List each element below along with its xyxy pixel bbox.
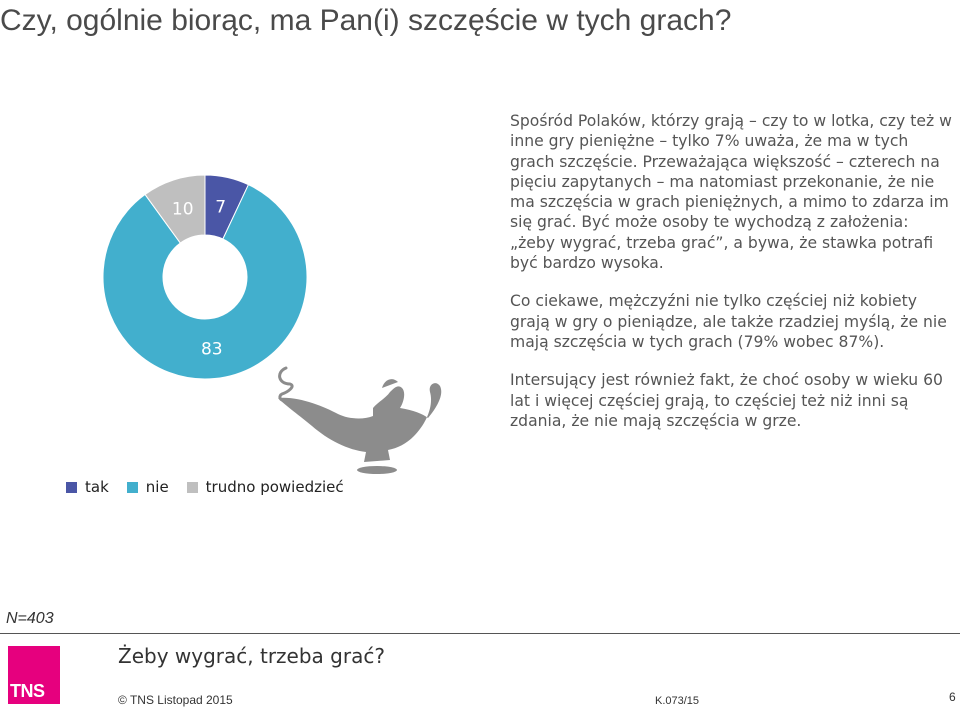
legend-item-nie <box>127 478 169 496</box>
legend-label-tak: tak <box>85 478 109 496</box>
donut-label-trudno-powiedzieć: 10 <box>171 199 194 220</box>
footer-divider <box>0 633 960 634</box>
legend-item-trudno <box>187 478 344 496</box>
legend-swatch-trudno <box>187 482 198 493</box>
tns-logo-text: TNS <box>10 681 45 701</box>
report-code: K.073/15 <box>655 695 700 707</box>
legend-label-trudno: trudno powiedzieć <box>205 478 344 496</box>
footer-subtitle: Żeby wygrać, trzeba grać? <box>118 644 385 668</box>
donut-label-tak: 7 <box>215 197 227 218</box>
page-number: 6 <box>949 690 956 704</box>
legend-item-tak <box>66 478 109 496</box>
tns-logo <box>8 646 60 704</box>
legend-swatch-tak <box>66 482 77 493</box>
magic-lamp-icon <box>268 358 448 478</box>
paragraph-3: Intersujący jest również fakt, że choć osoby w wieku 60 lat i więcej częściej grają, to częściej też niż inni są zdania, że nie mają szczęścia w grze. <box>510 371 943 430</box>
commentary-text <box>510 111 955 449</box>
chart-legend <box>66 478 362 496</box>
donut-label-nie: 83 <box>200 339 223 360</box>
paragraph-1: Spośród Polaków, którzy grają – czy to w lotka, czy też w inne gry pieniężne – tylko 7% uważa, że ma w tych grach szczęście. Przeważająca większość – czterech na pięciu zapytanych – ma natomiast przekonanie, że nie ma szczęścia w grach pieniężnych, a mimo to zdarza im się grać. Być może osoby te wychodzą z założenia: „żeby wygrać, trzeba grać”, a bywa, że stawka potrafi być bardzo wysoka. <box>510 112 952 273</box>
sample-size: N=403 <box>6 610 54 627</box>
paragraph-2: Co ciekawe, mężczyźni nie tylko częściej niż kobiety grają w gry o pieniądze, ale także rzadziej myślą, że nie mają szczęścia w tych grach (79% wobec 87%). <box>510 292 947 351</box>
donut-chart <box>100 172 310 382</box>
legend-label-nie: nie <box>145 478 169 496</box>
copyright: © TNS Listopad 2015 <box>118 693 233 707</box>
page-title: Czy, ogólnie biorąc, ma Pan(i) szczęście w tych grach? <box>0 4 732 37</box>
legend-swatch-nie <box>127 482 138 493</box>
